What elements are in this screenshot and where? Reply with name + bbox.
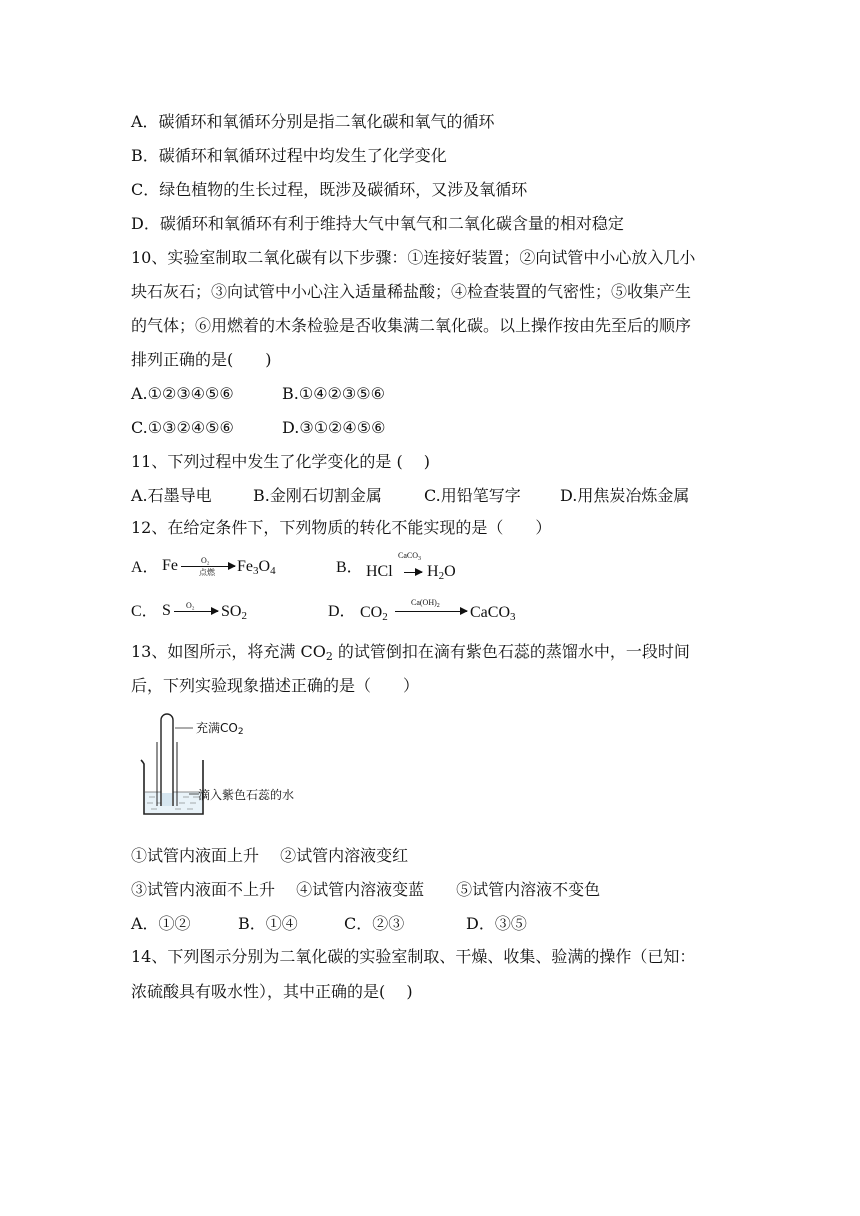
q13-option-d: D．③⑤ (466, 914, 527, 933)
q12-a-condition-above: O₂ (201, 556, 210, 565)
q12-b-arrow (404, 572, 422, 573)
q12-a-condition-below: 点燃 (199, 568, 215, 577)
q11-option-b: B.金刚石切割金属 (253, 486, 382, 505)
q13-statements-line-2: ③试管内液面不上升 ④试管内溶液变蓝 ⑤试管内溶液不变色 (131, 880, 601, 899)
q13-figure-label-bottom: 滴入紫色石蕊的水 (198, 788, 295, 802)
q12-stem: 12、在给定条件下，下列物质的转化不能实现的是（ ） (131, 518, 552, 537)
q12-d-label: D． (328, 603, 356, 620)
q10-stem-line-3: 的气体；⑥用燃着的木条检验是否收集满二氧化碳。以上操作按由先至后的顺序 (131, 316, 692, 335)
q11-option-d: D.用焦炭冶炼金属 (560, 486, 690, 505)
q12-c-reactant: S (162, 602, 171, 619)
q12-b-reactant: HCl (366, 563, 393, 580)
q12-d-condition-above: $Ca(OH)_2$ (411, 598, 440, 609)
q12-a-label: A． (131, 559, 159, 576)
q12-d-product: CaCO$_3$ (470, 604, 516, 623)
q10-option-a: A.①②③④⑤⑥ (131, 384, 234, 403)
q13-option-a: A．①② (131, 914, 191, 933)
q9-option-a: A．碳循环和氧循环分别是指二氧化碳和氧气的循环 (131, 112, 495, 131)
q13-stem-line-2: 后，下列实验现象描述正确的是（ ） (131, 676, 420, 695)
q12-c-condition-above: O₂ (186, 601, 195, 610)
q11-option-c: C.用铅笔写字 (424, 486, 521, 505)
q9-option-d: D．碳循环和氧循环有利于维持大气中氧气和二氧化碳含量的相对稳定 (131, 214, 624, 233)
q14-stem-line-1: 14、下列图示分别为二氧化碳的实验室制取、干燥、收集、验满的操作（已知： (131, 947, 696, 966)
q12-b-condition-above: CaCO$_3$ (398, 551, 421, 562)
q9-option-b: B．碳循环和氧循环过程中均发生了化学变化 (131, 146, 447, 165)
q13-option-c: C．②③ (344, 914, 405, 933)
q13-option-b: B．①④ (238, 914, 298, 933)
q10-option-c: C.①③②④⑤⑥ (131, 418, 234, 437)
q12-d-arrow (395, 611, 467, 612)
q11-stem: 11、下列过程中发生了化学变化的是 ( ) (131, 452, 431, 471)
q13-figure-label-top: 充满$CO_2$ (196, 721, 244, 737)
q10-stem-line-4: 排列正确的是( ) (131, 350, 272, 369)
q12-c-arrow (174, 611, 218, 612)
q12-d-reactant: $CO_2$ (360, 604, 388, 623)
q12-a-product: $Fe_3O_4$ (237, 558, 276, 577)
q10-option-b: B.①④②③⑤⑥ (282, 384, 385, 403)
q12-c-label: C． (131, 603, 158, 620)
q14-stem-line-2: 浓硫酸具有吸水性），其中正确的是( ) (131, 982, 413, 1001)
q12-a-reactant: Fe (162, 557, 178, 574)
q13-statements-line-1: ①试管内液面上升 ②试管内溶液变红 (131, 846, 409, 865)
q12-c-product: $SO_2$ (221, 603, 247, 622)
q12-b-label: B． (336, 559, 363, 576)
q11-option-a: A.石墨导电 (131, 486, 212, 505)
q12-a-arrow (181, 566, 235, 567)
q10-option-d: D.③①②④⑤⑥ (282, 418, 386, 437)
q13-stem-line-1: 13、如图所示，将充满 $CO_2$ 的试管倒扣在滴有紫色石蕊的蒸馏水中，一段时间 (131, 642, 690, 663)
q10-stem-line-2: 块石灰石；③向试管中小心注入适量稀盐酸；④检查装置的气密性；⑤收集产生 (131, 282, 692, 301)
q10-stem-line-1: 10、实验室制取二氧化碳有以下步骤：①连接好装置；②向试管中小心放入几小 (131, 248, 696, 267)
q12-b-product: $H_2O$ (427, 563, 456, 582)
q9-option-c: C．绿色植物的生长过程，既涉及碳循环，又涉及氧循环 (131, 180, 528, 199)
